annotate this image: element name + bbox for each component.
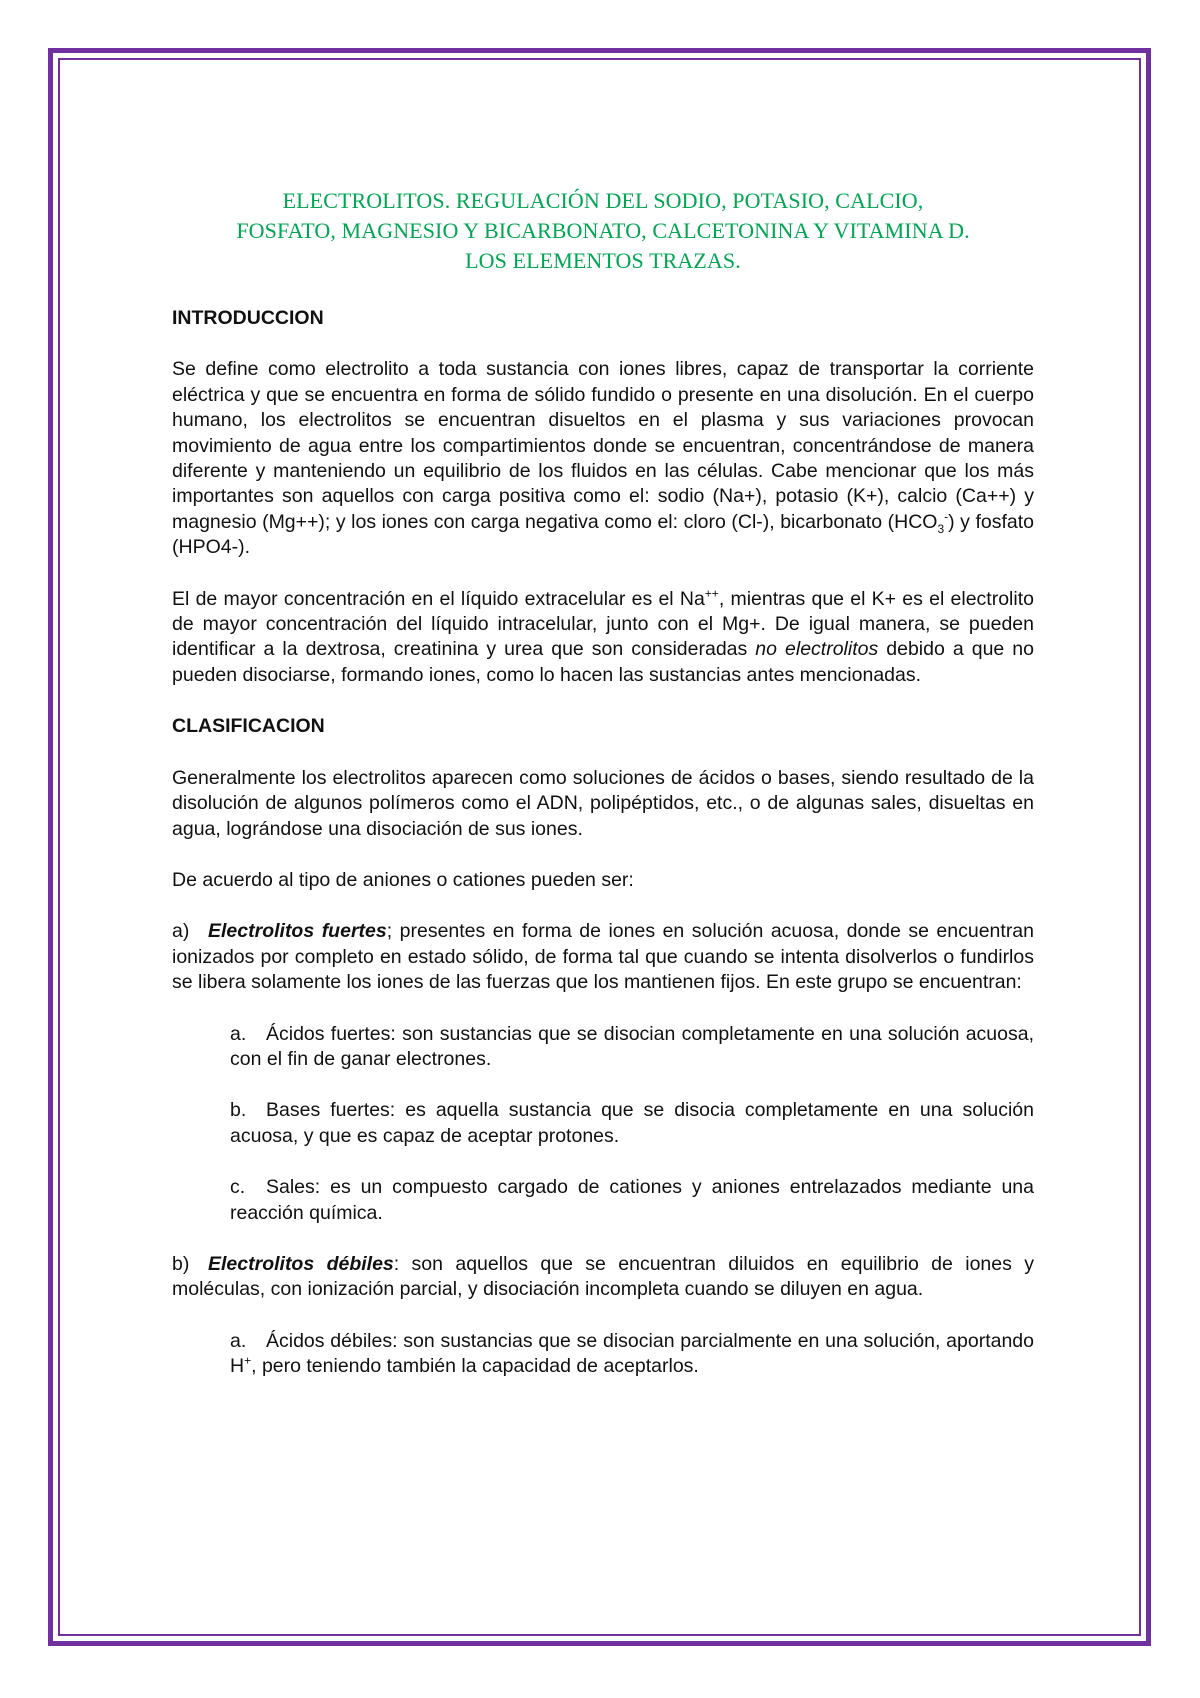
sub-marker: a. <box>230 1329 247 1352</box>
intro-p1-subscript: 3 <box>937 521 945 536</box>
intro-p2-emphasis: no electrolitos <box>755 638 879 661</box>
sub-marker: a. <box>230 1022 247 1045</box>
sub-marker: b. <box>230 1099 247 1122</box>
sub-item-text-end: , pero teniendo también la capacidad de aceptarlos. <box>251 1355 699 1378</box>
title-line-3: LOS ELEMENTOS TRAZAS. <box>465 248 741 273</box>
sub-item-text: Ácidos fuertes: son sustancias que se disocian completamente en una solución acuosa, con el fin de ganar electrones. <box>230 1022 1034 1070</box>
clasificacion-paragraph-1: Generalmente los electrolitos aparecen como soluciones de ácidos o bases, siendo resultado de la disolución de algunos polímeros como el ADN, polipéptidos, etc., o de algunas sales, disueltas en agua, lográndose una disociación de sus iones. <box>172 766 1034 840</box>
list-marker-a: a) <box>172 920 190 943</box>
document-title <box>172 186 1034 276</box>
list-marker-b: b) <box>172 1252 190 1275</box>
sub-item-strong-bases <box>230 1098 1034 1149</box>
sub-item-text: Bases fuertes: es aquella sustancia que se disocia completamente en una solución acuosa, y que es capaz de aceptar protones. <box>230 1099 1034 1147</box>
intro-p2-text-end: debido a que no pueden disociarse, formando iones, como lo hacen las sustancias antes mencionadas. <box>172 638 1034 686</box>
intro-p2-superscript: ++ <box>704 586 719 601</box>
sub-item-superscript: + <box>244 1353 252 1368</box>
sub-item-weak-acids <box>230 1329 1034 1380</box>
sub-item-text: Ácidos débiles: son sustancias que se disocian parcialmente en una solución, aportando H <box>230 1329 1034 1378</box>
weak-electrolytes-text: : son aquellos que se encuentran diluidos en equilibrio de iones y moléculas, con ionización parcial, y disociación incompleta cuando se diluyen en agua. <box>172 1252 1034 1301</box>
strong-electrolytes-text: ; presentes en forma de iones en solución acuosa, donde se encuentran ionizados por completo en estado sólido, de forma tal que cuando se intenta disolverlos o fundirlos se libera solamente los iones de las fuerzas que los mantienen fijos. En este grupo se encuentran: <box>172 920 1034 994</box>
list-item-strong-electrolytes <box>172 919 1034 995</box>
intro-heading: INTRODUCCION <box>172 307 324 329</box>
intro-p1-superscript: - <box>944 509 949 524</box>
sub-item-salts <box>230 1175 1034 1226</box>
title-line-2: FOSFATO, MAGNESIO Y BICARBONATO, CALCETONINA Y VITAMINA D. <box>236 218 970 243</box>
title-line-1: ELECTROLITOS. REGULACIÓN DEL SODIO, POTASIO, CALCIO, <box>282 188 924 213</box>
document-body <box>172 186 1034 1406</box>
strong-electrolytes-title: Electrolitos fuertes <box>208 920 387 943</box>
sub-item-text: Sales: es un compuesto cargado de cationes y aniones entrelazados mediante una reacción química. <box>230 1176 1034 1224</box>
clasificacion-paragraph-2: De acuerdo al tipo de aniones o cationes pueden ser: <box>172 868 634 891</box>
intro-p2-text: El de mayor concentración en el líquido extracelular es el Na <box>172 587 705 610</box>
sub-marker: c. <box>230 1176 246 1199</box>
intro-paragraph-2 <box>172 587 1034 689</box>
list-item-weak-electrolytes <box>172 1252 1034 1303</box>
intro-paragraph-1 <box>172 357 1034 560</box>
weak-electrolytes-title: Electrolitos débiles <box>208 1252 394 1275</box>
intro-p2-text-mid: , mientras que el K+ es el electrolito de mayor concentración del líquido intracelular, junto con el Mg+. De igual manera, se pueden identificar a la dextrosa, creatinina y urea que son consideradas <box>172 587 1034 661</box>
intro-p1-text-end: ) y fosfato (HPO4-). <box>172 510 1034 559</box>
sub-item-strong-acids <box>230 1022 1034 1073</box>
intro-p1-text: Se define como electrolito a toda sustancia con iones libres, capaz de transportar la corriente eléctrica y que se encuentra en forma de sólido fundido o presente en una disolución. En el cuerpo humano, los electrolitos se encuentran disueltos en el plasma y sus variaciones provocan movimiento de agua entre los compartimientos donde se encuentran, concentrándose de manera diferente y manteniendo un equilibrio de los fluidos en las células. Cabe mencionar que los más importantes son aquellos con carga positiva como el: sodio (Na+), potasio (K+), calcio (Ca++) y magnesio (Mg++); y los iones con carga negativa como el: cloro (Cl-), bicarbonato (HCO <box>172 358 1034 533</box>
clasificacion-heading: CLASIFICACION <box>172 715 325 738</box>
